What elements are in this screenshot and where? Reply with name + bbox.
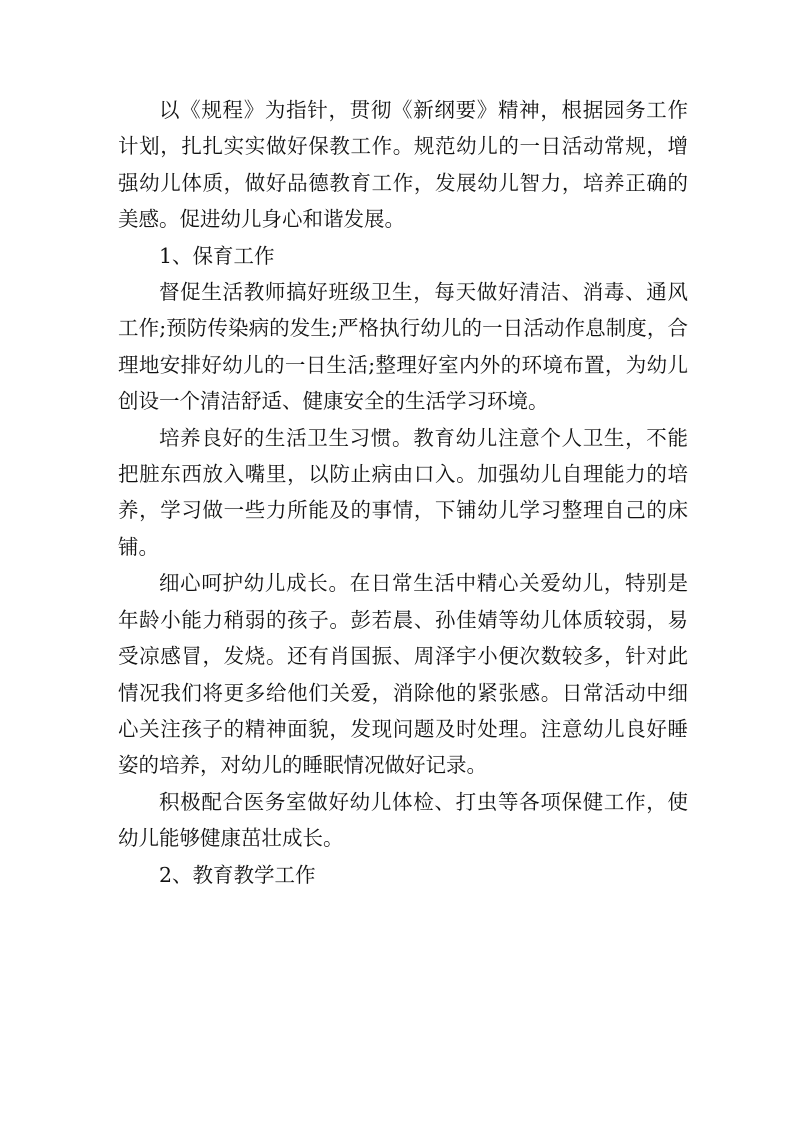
care-growth-paragraph: 细心呵护幼儿成长。在日常生活中精心关爱幼儿，特别是年龄小能力稍弱的孩子。彭若晨、孙佳婧等幼儿体质较弱，易受凉感冒，发烧。还有肖国振、周泽宇小便次数较多，针对此情况我们将更多给他们关爱，消除他的紧张感。日常活动中细心关注孩子的精神面貌，发现问题及时处理。注意幼儿良好睡姿的培养，对幼儿的睡眠情况做好记录。 [118, 571, 688, 778]
care-hygiene-paragraph: 督促生活教师搞好班级卫生，每天做好清洁、消毒、通风工作;预防传染病的发生;严格执行幼儿的一日活动作息制度，合理地安排好幼儿的一日生活;整理好室内外的环境布置，为幼儿创设一个清洁舒适、健康安全的生活学习环境。 [118, 280, 688, 414]
section-heading-care: 1、保育工作 [159, 243, 275, 268]
document-body [118, 92, 688, 893]
intro-paragraph: 以《规程》为指针，贯彻《新纲要》精神，根据园务工作计划，扎扎实实做好保教工作。规范幼儿的一日活动常规，增强幼儿体质，做好品德教育工作，发展幼儿智力，培养正确的美感。促进幼儿身心和谐发展。 [118, 98, 688, 232]
section-heading-teaching: 2、教育教学工作 [159, 862, 316, 887]
care-habits-paragraph: 培养良好的生活卫生习惯。教育幼儿注意个人卫生，不能把脏东西放入嘴里，以防止病由口入。加强幼儿自理能力的培养，学习做一些力所能及的事情，下铺幼儿学习整理自己的床铺。 [118, 425, 688, 559]
care-health-paragraph: 积极配合医务室做好幼儿体检、打虫等各项保健工作，使幼儿能够健康茁壮成长。 [118, 789, 688, 851]
